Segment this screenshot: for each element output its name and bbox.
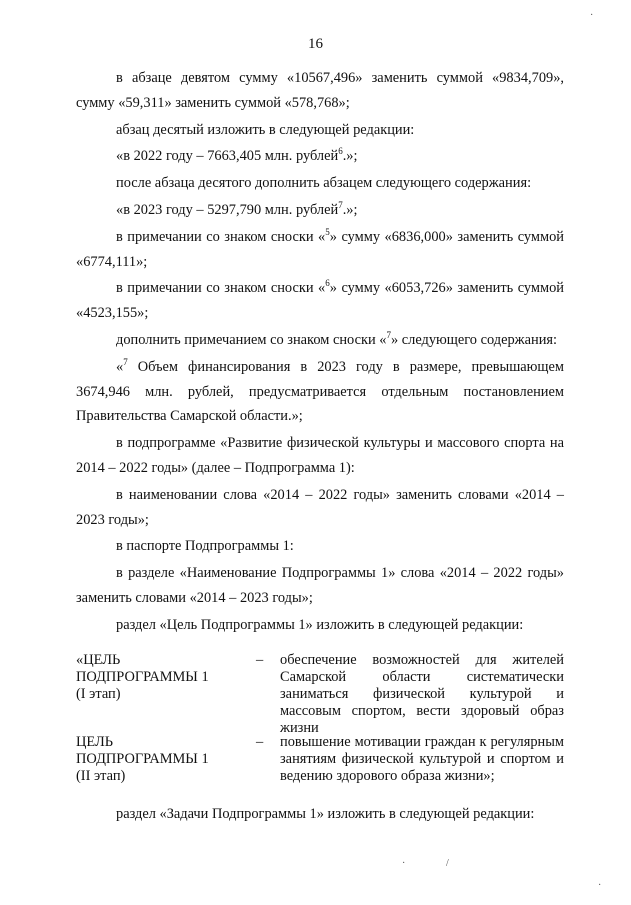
goal-text: обеспечение возможностей для жителей Самарской области систематически заниматься физической культурой и массовым спортом, вести здоровый образ жизни [280, 652, 564, 736]
footnote-mark: 7 [338, 199, 343, 210]
paragraph-5: «в 2023 году – 5297,790 млн. рублей$^7$.»; [116, 199, 358, 218]
footnote-mark: 7 [386, 329, 391, 340]
paragraph-14: раздел «Цель Подпрограммы 1» изложить в следующей редакции: [116, 616, 524, 633]
scan-speck: / [446, 858, 449, 869]
paragraph-3: «в 2022 году – 7663,405 млн. рублей$^6$.»; [116, 146, 358, 165]
paragraph-7: в примечании со знаком сноски «$^6$» сумму «6053,726» заменить суммой «4523,155»; [76, 278, 565, 322]
footnote-mark: 5 [325, 226, 330, 237]
document-body [76, 66, 564, 640]
footnote-mark: 7 [123, 356, 128, 367]
paragraph-4: после абзаца десятого дополнить абзацем следующего содержания: [116, 175, 532, 192]
goal-dash: – [256, 652, 264, 668]
paragraph-1: в абзаце девятом сумму «10567,496» заменить суммой «9834,709», сумму «59,311» заменить суммой «578,768»; [76, 70, 564, 111]
paragraph-2: абзац десятый изложить в следующей редакции: [116, 121, 415, 138]
paragraph-11: в наименовании слова «2014 – 2022 годы» заменить словами «2014 – 2023 годы»; [76, 486, 564, 528]
page-number: 16 [308, 36, 323, 52]
final-paragraph: раздел «Задачи Подпрограммы 1» изложить в следующей редакции: [116, 806, 535, 822]
footnote-mark: 6 [325, 278, 330, 289]
goal-label: ЦЕЛЬ ПОДПРОГРАММЫ 1 (II этап) [76, 734, 209, 784]
footnote-mark: 6 [338, 146, 343, 157]
paragraph-12: в паспорте Подпрограммы 1: [116, 538, 294, 555]
goal-dash: – [256, 734, 264, 750]
scan-speck: · [402, 858, 406, 869]
goal-row-stage-1 [76, 652, 564, 737]
paragraph-6: в примечании со знаком сноски «$^5$» сумму «6836,000» заменить суммой «6774,111»; [76, 226, 565, 270]
paragraph-9: «$^7$ Объем финансирования в 2023 году в размере, превышающем 3674,946 млн. рублей, предусматривается отдельным постановлением Правительства Самарской области.»; [76, 356, 564, 425]
goal-text: повышение мотивации граждан к регулярным занятиям физической культурой и спортом и ведению здорового образа жизни»; [280, 734, 564, 784]
paragraph-10: в подпрограмме «Развитие физической культуры и массового спорта на 2014 – 2022 годы» (далее – Подпрограмма 1): [76, 435, 564, 476]
scan-speck: · [598, 880, 602, 891]
scan-speck: · [590, 10, 594, 21]
paragraph-8: дополнить примечанием со знаком сноски «$^7$» следующего содержания: [116, 329, 558, 348]
goal-row-stage-2 [76, 734, 564, 785]
goal-label: «ЦЕЛЬ ПОДПРОГРАММЫ 1 (I этап) [76, 652, 209, 702]
paragraph-13: в разделе «Наименование Подпрограммы 1» слова «2014 – 2022 годы» заменить словами «2014 – 2023 годы»; [76, 565, 564, 606]
